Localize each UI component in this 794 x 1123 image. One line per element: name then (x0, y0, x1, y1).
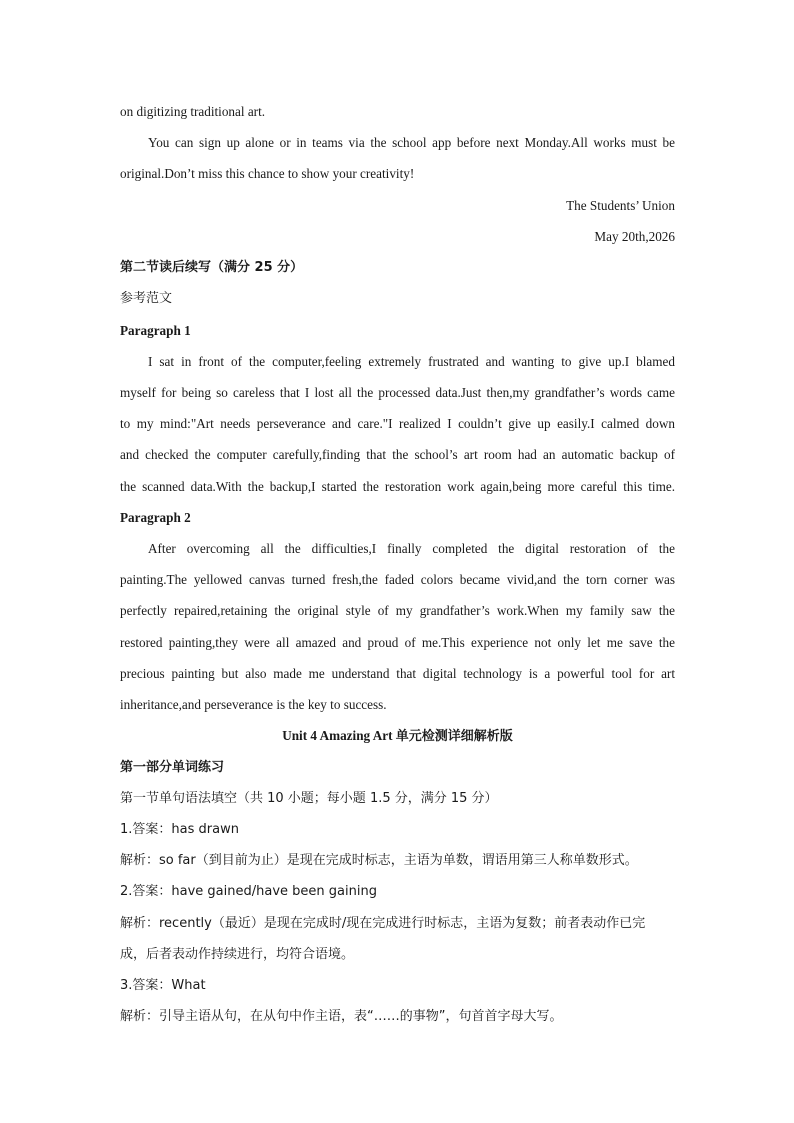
paragraph2-title: Paragraph 2 (120, 510, 191, 525)
paragraph1-line: myself for being so careless that I lost all the processed data.Just then,my grandfather’s words came (120, 385, 675, 400)
paragraph1-line: to my mind:"Art needs perseverance and care."I realized I couldn’t give up easily.I calmed down (120, 416, 675, 431)
paragraph1-line: and checked the computer carefully,finding that the school’s art room had an automatic backup of (120, 447, 675, 462)
unit-title (120, 727, 675, 746)
paragraph2-line: perfectly repaired,retaining the original style of my grandfather’s work.When my family saw the (120, 603, 675, 618)
notice-line-1: on digitizing traditional art. (120, 104, 266, 119)
paragraph2-line: precious painting but also made me understand that digital technology is a powerful tool for art (120, 666, 675, 681)
notice-line-3: original.Don’t miss this chance to show your creativity! (120, 166, 415, 181)
unit-title-cn: 单元检测详细解析版 (395, 729, 513, 744)
answer-1: 1.答案：has drawn (120, 822, 239, 837)
paragraph2-line: painting.The yellowed canvas turned fresh,the faded colors became vivid,and the torn corner was (120, 572, 675, 587)
analysis-3: 解析：引导主语从句，在从句中作主语，表“……的事物”，句首首字母大写。 (120, 1009, 563, 1024)
analysis-1: 解析：so far（到目前为止）是现在完成时标志，主语为单数，谓语用第三人称单数形式。 (120, 853, 638, 868)
notice-signature: The Students’ Union (566, 198, 675, 213)
unit-title-en: Unit 4 Amazing Art (282, 728, 396, 743)
analysis-2-line-2: 成，后者表动作持续进行，均符合语境。 (120, 947, 355, 962)
answer-3: 3.答案：What (120, 978, 206, 993)
paragraph2-line: inheritance,and perseverance is the key to success. (120, 697, 387, 712)
paragraph1-line: the scanned data.With the backup,I started the restoration work again,being more careful this time. (120, 479, 675, 494)
section2-subheading: 参考范文 (120, 291, 173, 306)
section1-heading: 第一节单句语法填空（共 10 小题；每小题 1.5 分，满分 15 分） (120, 791, 498, 806)
notice-date: May 20th,2026 (594, 229, 675, 244)
answer-2: 2.答案：have gained/have been gaining (120, 884, 377, 899)
paragraph2-line: restored painting,they were all amazed and proud of me.This experience not only let me save the (120, 635, 675, 650)
notice-line-2: You can sign up alone or in teams via the school app before next Monday.All works must be (148, 135, 675, 150)
analysis-2-line-1: 解析：recently（最近）是现在完成时/现在完成进行时标志，主语为复数；前者表动作已完 (120, 916, 646, 931)
paragraph2-line: After overcoming all the difficulties,I finally completed the digital restoration of the (148, 541, 675, 556)
part1-heading: 第一部分单词练习 (120, 760, 225, 775)
paragraph1-title: Paragraph 1 (120, 323, 191, 338)
paragraph1-line: I sat in front of the computer,feeling extremely frustrated and wanting to give up.I blamed (148, 354, 675, 369)
section2-heading: 第二节读后续写（满分 25 分） (120, 260, 304, 275)
